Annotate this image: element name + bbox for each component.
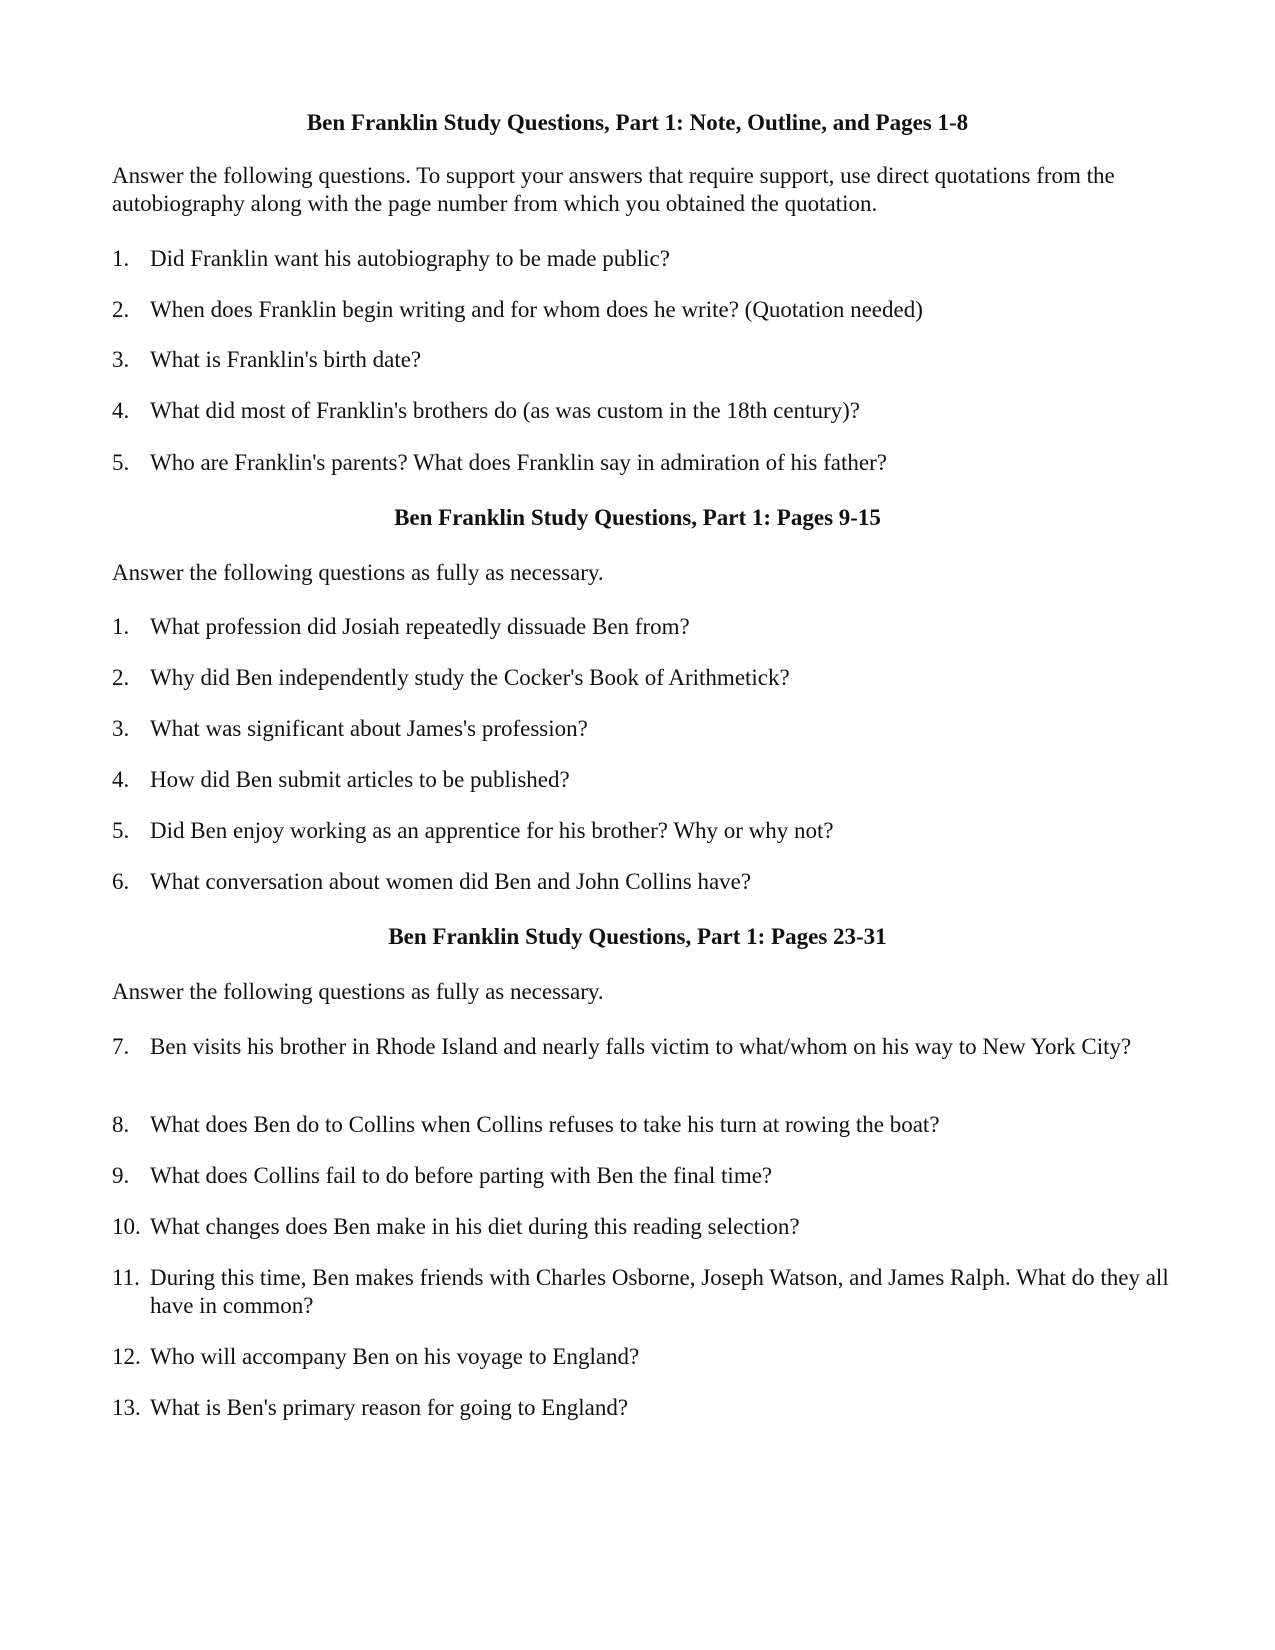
question-item xyxy=(112,868,1172,896)
question-number: 9. xyxy=(112,1163,130,1188)
question-item xyxy=(112,1162,1172,1190)
question-number: 3. xyxy=(112,716,130,741)
question-text: During this time, Ben makes friends with Charles Osborne, Joseph Watson, and James Ralph. What do they all have in common? xyxy=(150,1265,1169,1318)
question-number: 4. xyxy=(112,767,130,792)
question-item xyxy=(112,1343,1172,1371)
question-number: 12. xyxy=(112,1344,141,1369)
question-item xyxy=(112,1111,1172,1139)
section-3-instructions: Answer the following questions as fully as necessary. xyxy=(112,979,604,1004)
question-item xyxy=(112,1394,1172,1422)
question-item xyxy=(112,715,1172,743)
question-text: What changes does Ben make in his diet during this reading selection? xyxy=(150,1214,800,1239)
question-text: What profession did Josiah repeatedly dissuade Ben from? xyxy=(150,614,690,639)
question-text: What was significant about James's profession? xyxy=(150,716,588,741)
question-item xyxy=(112,817,1172,845)
question-item xyxy=(112,613,1172,641)
question-number: 8. xyxy=(112,1112,130,1137)
section-1-title: Ben Franklin Study Questions, Part 1: Note, Outline, and Pages 1-8 xyxy=(306,110,969,135)
section-3-title: Ben Franklin Study Questions, Part 1: Pages 23-31 xyxy=(388,924,887,949)
question-item xyxy=(112,1213,1172,1241)
question-text: Did Franklin want his autobiography to be made public? xyxy=(150,246,670,271)
section-1-instructions: Answer the following questions. To support your answers that require support, use direct quotations from the autobiography along with the page number from which you obtained the quotation. xyxy=(112,163,1115,216)
question-number: 5. xyxy=(112,818,130,843)
question-item xyxy=(112,296,1172,324)
question-text: Why did Ben independently study the Cocker's Book of Arithmetick? xyxy=(150,665,790,690)
question-number: 10. xyxy=(112,1214,141,1239)
question-text: How did Ben submit articles to be published? xyxy=(150,767,570,792)
question-text: When does Franklin begin writing and for whom does he write? (Quotation needed) xyxy=(150,297,923,322)
question-number: 6. xyxy=(112,869,130,894)
question-number: 2. xyxy=(112,297,130,322)
question-text: What conversation about women did Ben and John Collins have? xyxy=(150,869,752,894)
section-2-title: Ben Franklin Study Questions, Part 1: Pages 9-15 xyxy=(394,505,881,530)
question-number: 2. xyxy=(112,665,130,690)
question-item xyxy=(112,397,1172,425)
question-item xyxy=(112,664,1172,692)
question-text: Who will accompany Ben on his voyage to England? xyxy=(150,1344,640,1369)
question-text: Did Ben enjoy working as an apprentice for his brother? Why or why not? xyxy=(150,818,834,843)
question-number: 7. xyxy=(112,1034,130,1059)
question-number: 11. xyxy=(112,1265,140,1290)
question-item xyxy=(112,1264,1172,1320)
question-text: Ben visits his brother in Rhode Island and nearly falls victim to what/whom on his way to New York City? xyxy=(150,1034,1132,1059)
question-text: What is Franklin's birth date? xyxy=(150,347,422,372)
question-number: 5. xyxy=(112,450,130,475)
question-text: What does Ben do to Collins when Collins refuses to take his turn at rowing the boat? xyxy=(150,1112,940,1137)
question-number: 4. xyxy=(112,398,130,423)
question-number: 3. xyxy=(112,347,130,372)
question-text: What did most of Franklin's brothers do (as was custom in the 18th century)? xyxy=(150,398,860,423)
question-text: What is Ben's primary reason for going to England? xyxy=(150,1395,629,1420)
question-item xyxy=(112,245,1172,273)
question-item xyxy=(112,1033,1172,1061)
question-number: 13. xyxy=(112,1395,141,1420)
question-text: Who are Franklin's parents? What does Franklin say in admiration of his father? xyxy=(150,450,887,475)
question-item xyxy=(112,346,1172,374)
question-item xyxy=(112,766,1172,794)
question-number: 1. xyxy=(112,246,130,271)
question-number: 1. xyxy=(112,614,130,639)
question-item xyxy=(112,449,1172,477)
question-text: What does Collins fail to do before parting with Ben the final time? xyxy=(150,1163,773,1188)
section-2-instructions: Answer the following questions as fully as necessary. xyxy=(112,560,604,585)
